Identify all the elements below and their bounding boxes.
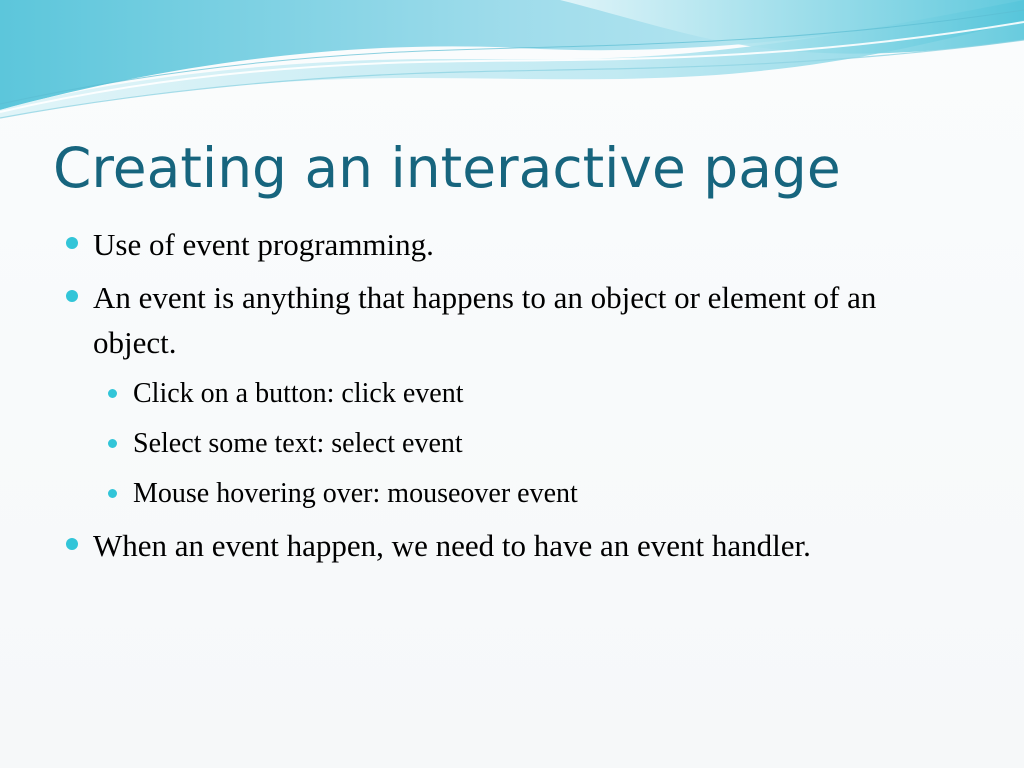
sub-bullet-item — [106, 473, 964, 515]
bullet-dot-icon — [66, 538, 78, 550]
bullet-dot-icon — [66, 290, 78, 302]
header-wave-decoration — [0, 0, 1024, 130]
bullet-item — [64, 523, 964, 568]
sub-bullet-item — [106, 373, 964, 415]
bullet-text: An event is anything that happens to an object or element of an object. — [93, 280, 877, 360]
sub-bullet-text: Click on a button: click event — [133, 378, 464, 409]
bullet-dot-icon — [66, 237, 78, 249]
bullet-dot-icon — [108, 439, 117, 448]
bullet-list — [64, 222, 964, 576]
sub-bullet-text: Select some text: select event — [133, 428, 463, 459]
sub-bullet-text: Mouse hovering over: mouseover event — [133, 478, 578, 509]
slide-title: Creating an interactive page — [53, 136, 841, 200]
bullet-text: Use of event programming. — [93, 227, 434, 262]
sub-bullet-item — [106, 423, 964, 465]
bullet-item — [64, 222, 964, 267]
bullet-item — [64, 275, 964, 365]
bullet-text: When an event happen, we need to have an event handler. — [93, 528, 811, 563]
bullet-dot-icon — [108, 489, 117, 498]
bullet-dot-icon — [108, 389, 117, 398]
